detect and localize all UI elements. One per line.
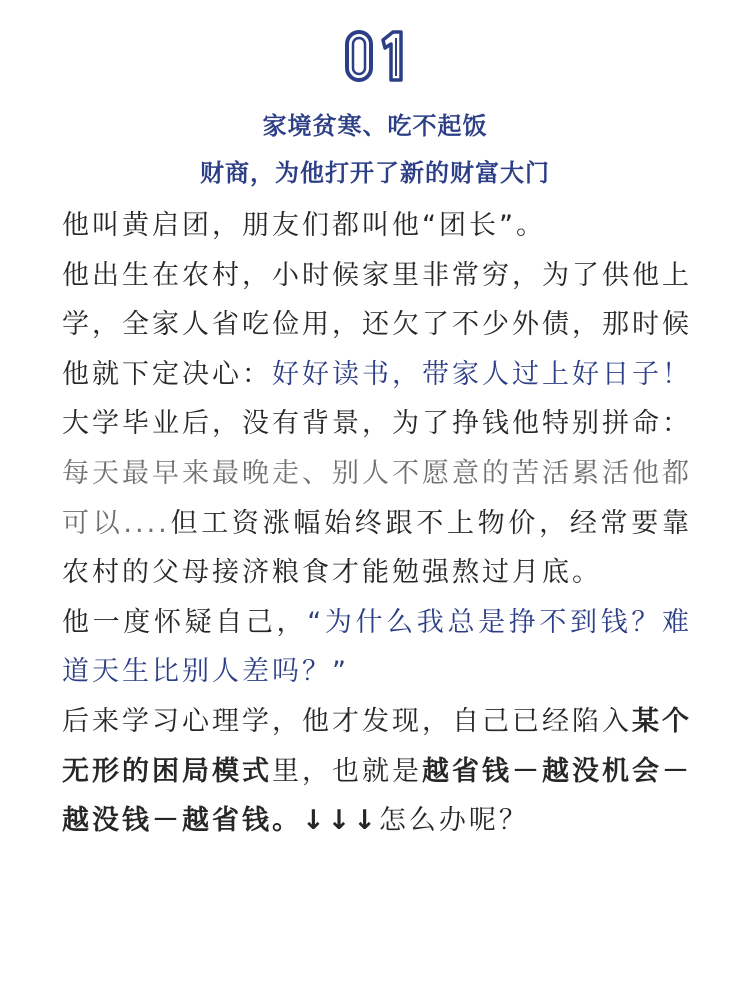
paragraph-5-end: 怎么办呢？	[378, 805, 529, 837]
paragraph-5-bold-2: 越省钱－越没机会－越没钱－越省钱。↓↓↓	[62, 755, 692, 837]
paragraph-4-highlight: “为什么我总是挣不到钱？难道天生比别人差吗？”	[62, 606, 692, 688]
paragraph-5-text: 后来学习心理学，他才发现，自己已经陷入	[62, 705, 632, 737]
article-body	[62, 201, 692, 846]
section-number-graphic	[343, 28, 407, 84]
paragraph-3	[62, 399, 692, 597]
paragraph-4	[62, 598, 692, 697]
section-title-line-1: 家境贫寒、吃不起饭	[262, 112, 488, 140]
paragraph-5	[62, 697, 692, 846]
paragraph-2	[62, 251, 692, 400]
paragraph-3-text-end: 但工资涨幅始终跟不上物价，经常要靠农村的父母接济粮食才能勉强熬过月底。	[62, 507, 692, 589]
paragraph-2-text: 他出生在农村，小时候家里非常穷，为了供他上学，全家人省吃俭用，还欠了不少外债，那时候他就下定决心：	[62, 259, 692, 390]
paragraph-1	[62, 201, 692, 251]
paragraph-5-bold-1: 某个无形的困局模式	[62, 705, 692, 787]
paragraph-1-text: 他叫黄启团，朋友们都叫他“团长”。	[62, 210, 546, 241]
paragraph-3-text: 大学毕业后，没有背景，为了挣钱他特别拼命：	[62, 408, 692, 440]
paragraph-2-highlight: 好好读书，带家人过上好日子！	[272, 358, 692, 390]
section-number	[0, 28, 750, 84]
section-title-line-2: 财商，为他打开了新的财富大门	[200, 159, 550, 187]
paragraph-3-muted: 每天最早来最晚走、别人不愿意的苦活累活他都可以....	[62, 457, 692, 539]
paragraph-5-text-2: 里，也就是	[272, 755, 422, 787]
paragraph-4-text: 他一度怀疑自己，	[62, 606, 308, 638]
